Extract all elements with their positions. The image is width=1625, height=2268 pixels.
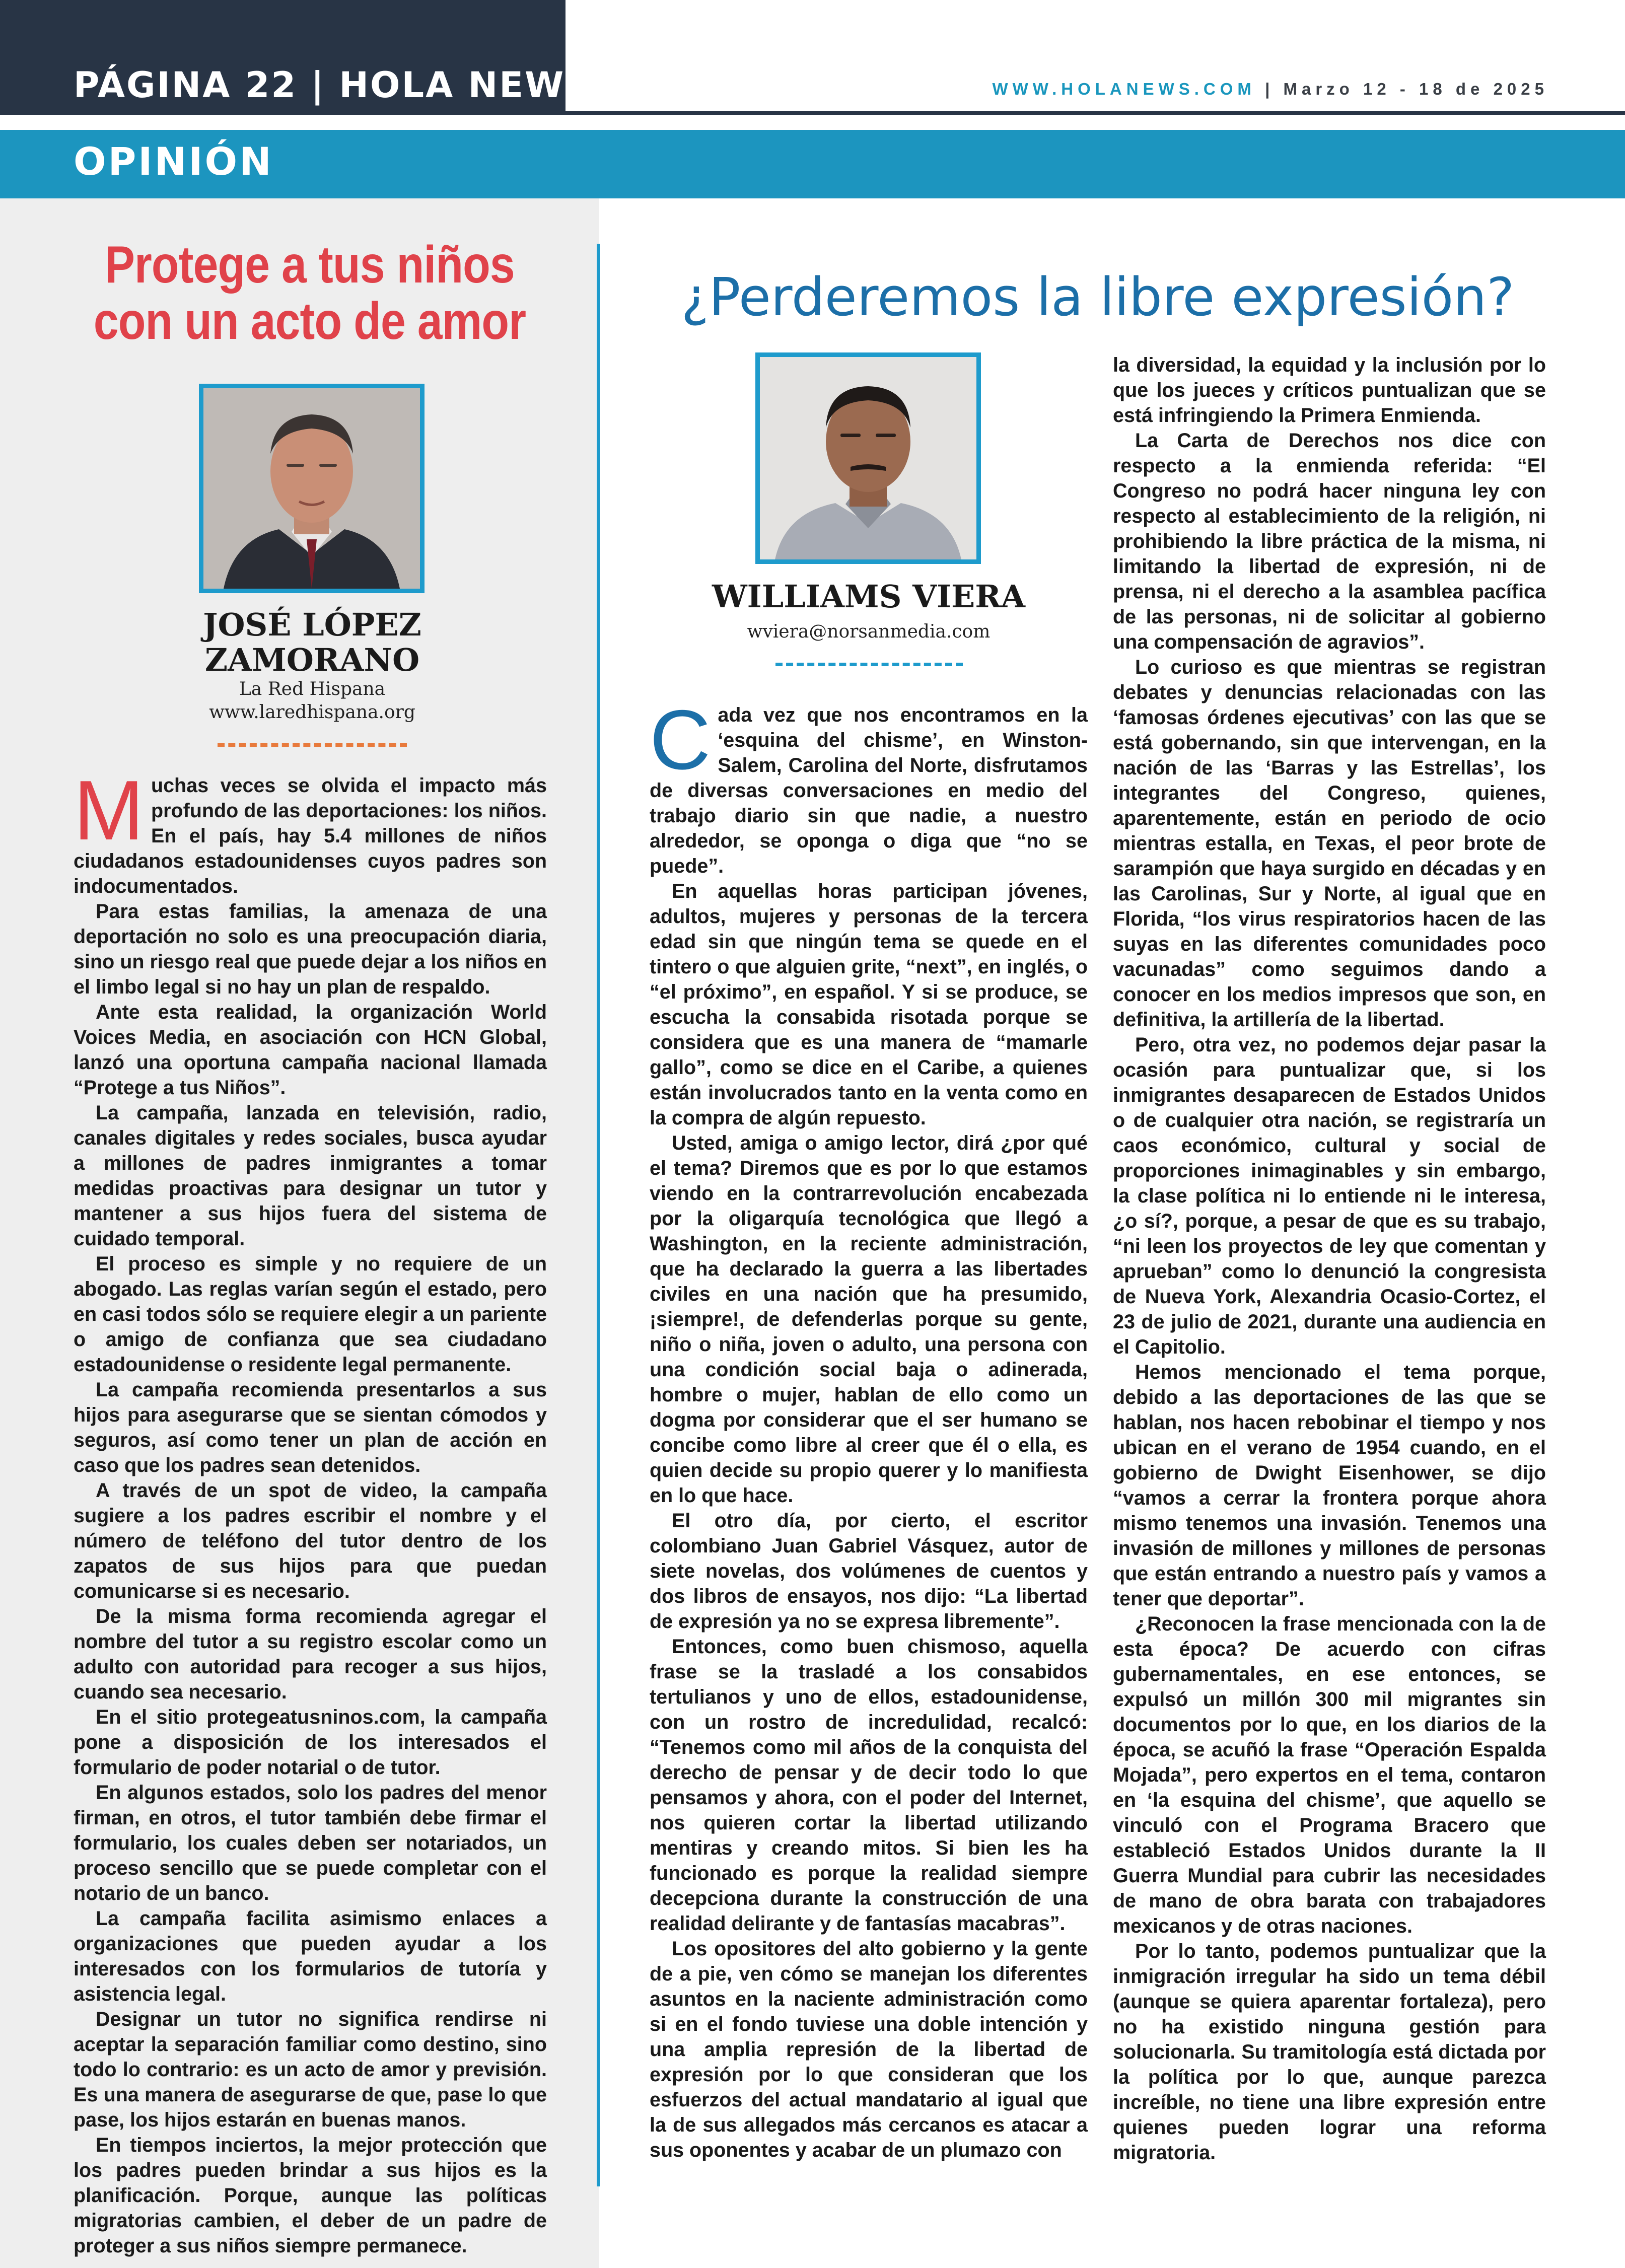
body-paragraph: En tiempos inciertos, la mejor protección que los padres pueden brindar a sus hijos es la planificación. Porque, aunque las políticas migratorias cambien, el deber de un padre de proteger a sus niños siempre permanece.	[74, 2134, 547, 2257]
body-paragraph: La campaña facilita asimismo enlaces a organizaciones que pueden ayudar a los interesados con los formularios de tutoría y asistencia legal.	[74, 1907, 547, 2005]
author-name-line: ZAMORANO	[204, 642, 420, 678]
right-article-column-2	[1113, 352, 1546, 2165]
lead-text: ada vez que nos encontramos en la ‘esquina del chisme’, en Winston-Salem, Carolina del Norte, disfrutamos de diversas conversaciones en medio del trabajo diario sin que nadie, a nuestro alrededor, se oponga o diga que “no se puede”.	[650, 704, 1088, 877]
author-name-line: JOSÉ LÓPEZ	[203, 606, 421, 643]
lead-paragraph	[650, 692, 1088, 879]
right-author-email[interactable]: wviera@norsanmedia.com	[747, 621, 991, 642]
body-paragraph: La campaña recomienda presentarlos a sus hijos para asegurarse que se sientan cómodos y seguros, así como tener un plan de acción en caso que los padres sean detenidos.	[74, 1379, 547, 1476]
portrait-image	[203, 388, 420, 589]
body-paragraph: En el sitio protegeatusninos.com, la campaña pone a disposición de los interesados el formulario de poder notarial o de tutor.	[74, 1706, 547, 1779]
body-paragraph: En algunos estados, solo los padres del menor firman, en otros, el tutor también debe firmar el formulario, los cuales deben ser notariados, un proceso sencillo que se puede completar con el notario de un banco.	[74, 1782, 547, 1904]
body-paragraph: La Carta de Derechos nos dice con respecto a la enmienda referida: “El Congreso no podrá hacer ninguna ley con respecto al establecimiento de la religión, ni prohibiendo la libre práctica de la misma, ni limitando la libertad de expresión, ni de prensa, ni el derecho a la asamblea pacífica de las personas, ni de solicitar al gobierno una compensación de agravios”.	[1113, 430, 1546, 653]
body-paragraph: De la misma forma recomienda agregar el nombre del tutor a su registro escolar como un adulto con autoridad para recoger a sus hijos, cuando sea necesario.	[74, 1605, 547, 1703]
body-paragraph: Usted, amiga o amigo lector, dirá ¿por qué el tema? Diremos que es por lo que estamos viendo en la contrarrevolución encabezada por la oligarquía tecnológica que llegó a Washington, en la reciente administración, que ha declarado la guerra a las libertades civiles en una nación que ha presumido, ¡siempre!, de defenderlas porque su gente, niño o niña, joven o adulto, una persona con una condición social baja o adinerada, hombre o mujer, hablan de ello como un dogma por considerar que el ser humano se concibe como libre al creer que él o ella, es quien decide su propio querer y lo manifiesta en lo que hace.	[650, 1132, 1088, 1507]
body-paragraph: A través de un spot de video, la campaña sugiere a los padres escribir el nombre y el número de teléfono del tutor dentro de los zapatos de sus hijos para que puedan comunicarse si es necesario.	[74, 1479, 547, 1602]
left-article-body	[74, 763, 547, 2258]
body-paragraph: Pero, otra vez, no podemos dejar pasar la ocasión para puntualizar que, si los inmigrantes desaparecen de Estados Unidos o de cualquier otra nación, se registraría un caos económico, cultural y social de proporciones inimaginables y sin embargo, la clase política ni lo entiende ni le interesa, ¿o sí?, porque, a pesar de que es su trabajo, “ni leen los proyectos de ley que comentan y aprueban” como lo denunció la congresista de Nueva York, Alexandria Ocasio-Cortez, el 23 de julio de 2021, durante una audiencia en el Capitolio.	[1113, 1034, 1546, 1358]
continuation-paragraph: la diversidad, la equidad y la inclusión por lo que los jueces y críticos puntualizan que se está infringiendo la Primera Enmienda.	[1113, 354, 1546, 427]
body-paragraph: Entonces, como buen chismoso, aquella frase se la trasladé a los consabidos tertulianos y uno de ellos, estadounidense, con un rostro de incredulidad, recalcó: “Tenemos como mil años de la conquista del derecho de pensar y de decir todo lo que pensamos y ahora, con el poder del Internet, nos quieren cortar la libertad utilizando mentiras y creando mitos. Si bien les ha funcionado es porque la realidad siempre decepciona durante la construcción de una realidad delirante y de fantasías macabras”.	[650, 1636, 1088, 1935]
right-author-name: WILLIAMS VIERA	[712, 578, 1025, 615]
right-author-divider	[775, 663, 963, 666]
left-author-name	[171, 607, 453, 678]
portrait-image	[760, 357, 976, 559]
body-paragraph: Ante esta realidad, la organización World Voices Media, en asociación con HCN Global, lanzó una oportuna campaña nacional llamada “Protege a tus Niños”.	[74, 1001, 547, 1099]
author-photo-lopez	[199, 384, 425, 593]
body-paragraph: ¿Reconocen la frase mencionada con la de esta época? De acuerdo con cifras gubernamentales, en ese entonces, se expulsó un millón 300 mil migrantes sin documentos por lo que, en los diarios de la época, se acuñó la frase “Operación Espalda Mojada”, pero expertos en el tema, contaron en ‘la esquina del chisme’, que aquello se vinculó con el Programa Bracero que estableció Estados Unidos durante la II Guerra Mundial para cubrir las necesidades de mano de obra barata con trabajadores mexicanos y de otras naciones.	[1113, 1613, 1546, 1937]
header-separator: |	[1255, 80, 1284, 98]
body-paragraph: El otro día, por cierto, el escritor colombiano Juan Gabriel Vásquez, autor de siete novelas, dos volúmenes de cuentos y dos libros de ensayos, nos dijo: “La libertad de expresión ya no se expresa libremente”.	[650, 1510, 1088, 1633]
body-paragraph: Para estas familias, la amenaza de una deportación no solo es una preocupación diaria, sino un riesgo real que puede dejar a los niños en el limbo legal si no hay un plan de respaldo.	[74, 900, 547, 998]
drop-cap: C	[650, 692, 711, 787]
author-photo-viera	[755, 352, 981, 564]
author-outlet: La Red Hispana	[239, 679, 386, 699]
headline-line: Protege a tus niños	[105, 236, 515, 294]
issue-date: Marzo 12 - 18 de 2025	[1283, 80, 1548, 98]
body-paragraph: Los opositores del alto gobierno y la gente de a pie, ven cómo se manejan los diferentes asuntos en la naciente administración como si en el fondo tuviese una doble intención y una amplia represión de la libertad de expresión por lo que consideran que los esfuerzos del actual mandatario al igual que la de sus allegados más cercanos es atacar a sus oponentes y acabar de un plumazo con	[650, 1938, 1088, 2161]
author-website-link[interactable]: www.laredhispana.org	[209, 702, 415, 723]
body-paragraph: La campaña, lanzada en televisión, radio, canales digitales y redes sociales, busca ayudar a millones de padres inmigrantes a tomar medidas proactivas para designar un tutor y mantener a sus hijos fuera del sistema de cuidado temporal.	[74, 1102, 547, 1250]
body-paragraph: Designar un tutor no significa rendirse ni aceptar la separación familiar como destino, sino todo lo contrario: es un acto de amor y previsión. Es una manera de asegurarse de que, pase lo que pase, los hijos estarán en buenas manos.	[74, 2008, 547, 2131]
body-paragraph: Hemos mencionado el tema porque, debido a las deportaciones de las que se hablan, nos hacen rebobinar el tiempo y nos ubican en el verano de 1954 cuando, en el gobierno de Dwight Eisenhower, se dijo “vamos a cerrar la frontera porque ahora mismo tenemos una invasión. Tenemos una invasión de millones y millones de personas que están entrando a nuestro país y vamos a tener que deportar”.	[1113, 1361, 1546, 1610]
header-web-date	[594, 80, 1548, 99]
lead-text: uchas veces se olvida el impacto más profundo de las deportaciones: los niños. En el país, hay 5.4 millones de niños ciudadanos estadounidenses cuyos padres son indocumentados.	[74, 774, 547, 897]
drop-cap: M	[74, 763, 144, 858]
column-divider	[597, 244, 600, 2186]
page-label: PÁGINA 22 | HOLA NEWS	[74, 64, 592, 106]
header-rule	[566, 111, 1625, 115]
headline-line: con un acto de amor	[93, 292, 526, 350]
body-paragraph: En aquellas horas participan jóvenes, adultos, mujeres y personas de la tercera edad sin que ningún tema se quede en el tintero o que alguien grite, “next”, en inglés, o “el próximo”, en español. Y si se produce, se escucha la consabida risotada porque se considera que es una manera de “mamarle gallo”, como se dice en el Caribe, a quienes están involucrados tanto en la venta como en la compra de algún repuesto.	[650, 880, 1088, 1129]
body-paragraph: El proceso es simple y no requiere de un abogado. Las reglas varían según el estado, pero en casi todos sólo se requiere elegir a un pariente o amigo de confianza que sea ciudadano estadounidense o residente legal permanente.	[74, 1253, 547, 1376]
left-author-meta	[171, 678, 453, 724]
left-author-divider	[218, 743, 407, 747]
right-article-column-1	[650, 692, 1088, 2163]
body-paragraph: Por lo tanto, podemos puntualizar que la inmigración irregular ha sido un tema débil (aunque se quiera aparentar fortaleza), pero no ha existido ninguna gestión para solucionarla. Su tramitología está dictada por la política por lo que, aunque parezca increíble, no tiene una libre expresión entre quienes pueden lograr una reforma migratoria.	[1113, 1940, 1546, 2164]
left-article-headline	[87, 237, 533, 349]
section-title: OPINIÓN	[74, 139, 273, 184]
right-article-headline: ¿Perderemos la libre expresión?	[681, 266, 1515, 328]
website-link[interactable]: WWW.HOLANEWS.COM	[992, 80, 1256, 98]
lead-paragraph	[74, 763, 547, 899]
body-paragraph: Lo curioso es que mientras se registran debates y denuncias relacionadas con las ‘famosas órdenes ejecutivas’ con las que se está gobernando, sin que intervengan, en la nación de las ‘Barras y las Estrellas’, los integrantes del Congreso, quienes, aparentemente, están en periodo de ocio mientras estalla, en Texas, el peor brote de sarampión que haya surgido en décadas y en las Carolinas, Sur y Norte, al igual que en Florida, “los virus respiratorios hacen de las suyas en las diferentes comunidades poco vacunadas” como seguimos dando a conocer en los medios impresos que son, en definitiva, la artillería de la libertad.	[1113, 656, 1546, 1031]
